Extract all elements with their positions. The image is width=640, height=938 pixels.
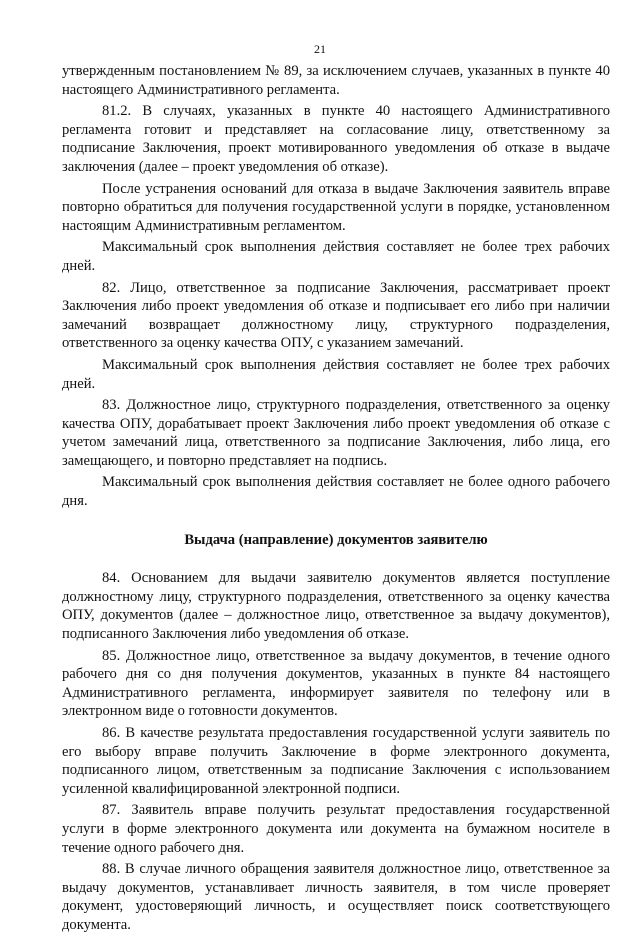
paragraph: 85. Должностное лицо, ответственное за выдачу документов, в течение одного рабочего дня со дня получения документов, указанных в пункте 84 настоящего Административного регламента, информирует заявителя по телефону или в электронном виде о готовности документов. <box>62 647 610 720</box>
section-after <box>62 569 610 934</box>
paragraph: Максимальный срок выполнения действия составляет не более трех рабочих дней. <box>62 239 610 274</box>
document-body <box>62 62 610 938</box>
paragraph: 87. Заявитель вправе получить результат предоставления государственной услуги в форме электронного документа или документа на бумажном носителе в течение одного рабочего дня. <box>62 802 610 856</box>
paragraph: 88. В случае личного обращения заявителя должностное лицо, ответственное за выдачу документов, устанавливает личность заявителя, в том числе проверяет документ, удостоверяющий личность, и осуществляет поиск соответствующего документа. <box>62 861 610 933</box>
paragraph: Максимальный срок выполнения действия составляет не более одного рабочего дня. <box>62 474 610 510</box>
section-before <box>62 62 610 511</box>
paragraph: 86. В качестве результата предоставления государственной услуги заявитель по его выбору вправе получить Заключение в форме электронного документа, подписанного лицом, ответственным за подписание Заключения с использованием усиленной квалифицированной электронной подписи. <box>62 725 610 797</box>
section-heading: Выдача (направление) документов заявителю <box>184 531 488 548</box>
paragraph: 83. Должностное лицо, структурного подразделения, ответственного за оценку качества ОПУ, дорабатывает проект Заключения либо проект уведомления об отказе с учетом замечаний лица, ответственного за подписание Заключения, либо лица, его замещающего, и повторно представляет на подпись. <box>62 397 610 469</box>
paragraph: Максимальный срок выполнения действия составляет не более трех рабочих дней. <box>62 356 610 392</box>
paragraph: 84. Основанием для выдачи заявителю документов является поступление должностному лицу, структурного подразделения, ответственного за оценку качества ОПУ, документов (далее – должностное лицо, ответственное за выдачу документов), подписанного Заключения либо уведомления об отказе. <box>62 570 610 643</box>
paragraph: утвержденным постановлением № 89, за исключением случаев, указанных в пункте 40 настоящего Административного регламента. <box>62 63 610 98</box>
page-number: 21 <box>314 42 326 56</box>
paragraph: 81.2. В случаях, указанных в пункте 40 настоящего Административного регламента готовит и представляет на согласование лицу, ответственному за подписание Заключения, проект мотивированного уведомления об отказе в выдаче заключения (далее – проект уведомления об отказе). <box>62 103 610 175</box>
paragraph: После устранения оснований для отказа в выдаче Заключения заявитель вправе повторно обратиться для получения государственной услуги в порядке, установленном настоящим Административным регламентом. <box>62 180 610 234</box>
paragraph: 82. Лицо, ответственное за подписание Заключения, рассматривает проект Заключения либо проект уведомления об отказе и подписывает его либо при наличии замечаний возвращает должностному лицу, структурного подразделения, ответственного за оценку качества ОПУ, с указанием замечаний. <box>62 279 610 352</box>
